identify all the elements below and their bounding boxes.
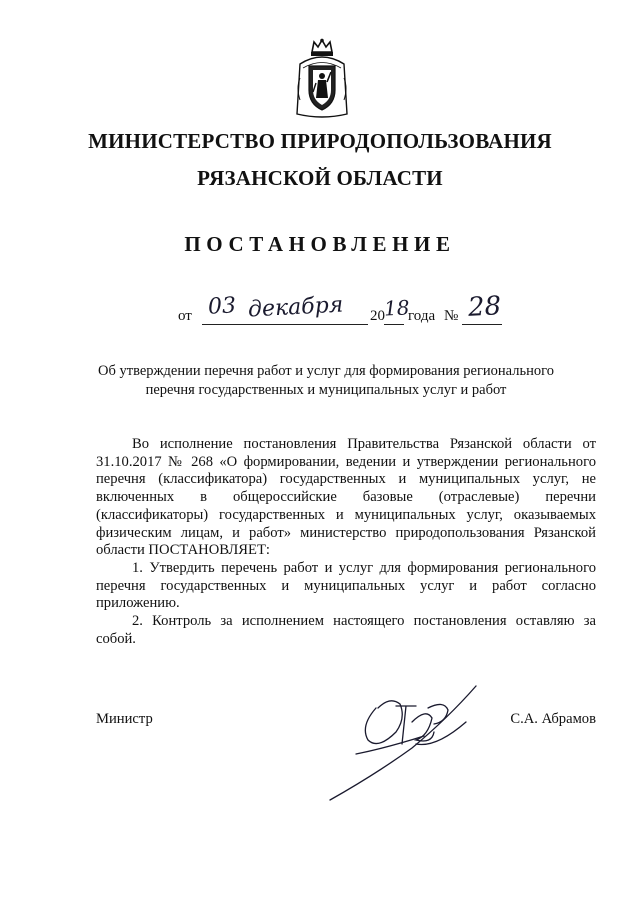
decree-body bbox=[96, 436, 596, 648]
handwritten-year: 18 bbox=[383, 295, 411, 321]
year-prefix: 20 bbox=[370, 308, 385, 324]
year-word: года bbox=[408, 308, 436, 324]
ministry-name-line1: МИНИСТЕРСТВО ПРИРОДОПОЛЬЗОВАНИЯ bbox=[88, 129, 552, 153]
handwritten-number: 28 bbox=[467, 291, 502, 323]
body-paragraph-preamble: Во исполнение постановления Правительства Рязанской области от 31.10.2017 № 268 «О формировании, ведении и утверждении регионального перечня (классификатора) государственных и муниципальных услуг, не включенных в общероссийские базовые (отраслевые) перечни (классификаторы) государственных и муниципальных услуг, оказываемых физическим лицам, и работ» министерство природопользования Рязанской области ПОСТАНОВЛЯЕТ: bbox=[96, 436, 596, 559]
document-type-title: ПОСТАНОВЛЕНИЕ bbox=[184, 232, 456, 256]
handwritten-day: 03 bbox=[207, 293, 237, 320]
signer-title: Министр bbox=[96, 711, 153, 727]
handwritten-signature bbox=[316, 678, 506, 808]
date-underline bbox=[202, 324, 368, 325]
signer-name: С.А. Абрамов bbox=[510, 711, 596, 727]
body-paragraph-item-1: 1. Утвердить перечень работ и услуг для формирования регионального перечня государственных и муниципальных услуг и работ согласно приложению. bbox=[96, 559, 596, 612]
year-underline bbox=[384, 324, 404, 325]
decree-subject: Об утверждении перечня работ и услуг для формирования регионального перечня государственных и муниципальных услуг и работ bbox=[98, 363, 554, 398]
date-prefix: от bbox=[178, 308, 192, 324]
coat-of-arms-icon bbox=[294, 38, 350, 120]
ministry-name-line2: РЯЗАНСКОЙ ОБЛАСТИ bbox=[197, 166, 443, 190]
handwritten-month: декабря bbox=[247, 292, 344, 323]
body-paragraph-item-2: 2. Контроль за исполнением настоящего постановления оставляю за собой. bbox=[96, 613, 596, 647]
number-underline bbox=[462, 324, 502, 325]
number-sign: № bbox=[444, 308, 459, 324]
decree-date-line bbox=[178, 291, 538, 328]
